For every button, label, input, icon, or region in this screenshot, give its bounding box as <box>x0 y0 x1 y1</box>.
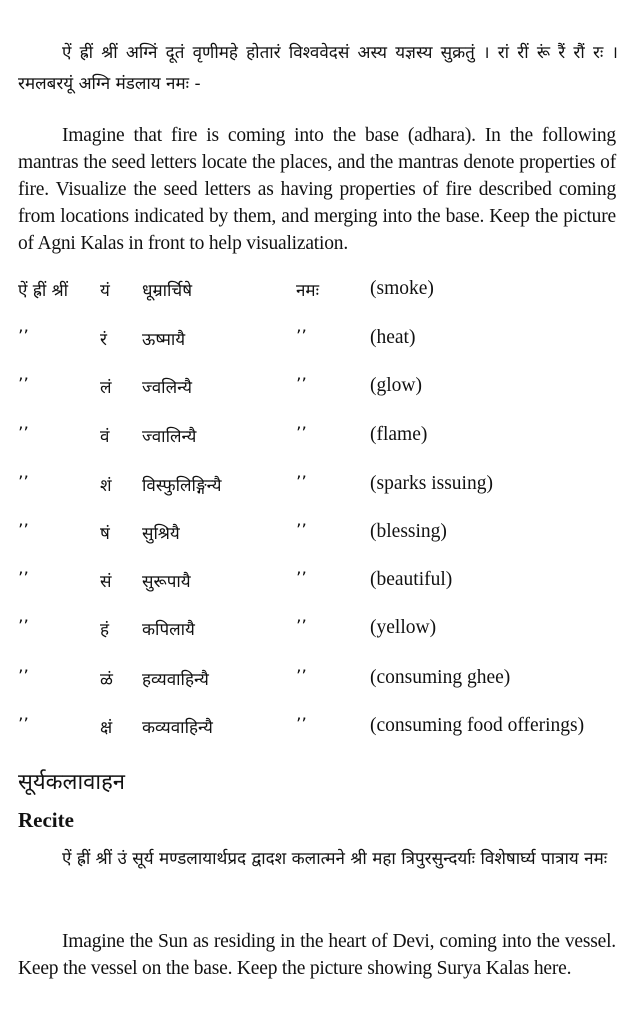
agni-instruction-paragraph: Imagine that fire is coming into the base (adhara). In the following mantras the seed letters locate the places, and the mantras denote properties of fire. Visualize the seed letters as having properties of fire described coming from locations indicated by them, and merging into the base. Keep the picture of Agni Kalas in front to help visualization. <box>18 125 616 254</box>
kala-seed: रं <box>100 330 107 350</box>
kala-namah: ’’ <box>296 569 307 589</box>
kala-seed: लं <box>100 378 112 398</box>
kala-row <box>0 715 630 745</box>
kala-meaning: (smoke) <box>370 278 434 299</box>
kala-namah: ’’ <box>296 473 307 493</box>
kala-prefix: ’’ <box>18 667 29 687</box>
kala-name: हव्यवाहिन्यै <box>142 670 209 690</box>
kala-prefix: ’’ <box>18 327 29 347</box>
kala-name: कव्यवाहिन्यै <box>142 718 213 738</box>
kala-row <box>0 278 630 308</box>
kala-namah: ’’ <box>296 424 307 444</box>
kala-namah: ’’ <box>296 617 307 637</box>
kala-name: ज्वालिन्यै <box>142 427 197 447</box>
kala-namah: ’’ <box>296 521 307 541</box>
kala-prefix: ऐं ह्रीं श्रीं <box>18 281 69 301</box>
kala-prefix: ’’ <box>18 521 29 541</box>
kala-name: धूम्रार्चिषे <box>142 281 193 301</box>
kala-meaning: (consuming food offerings) <box>370 715 585 736</box>
kala-namah: ’’ <box>296 667 307 687</box>
kala-row <box>0 617 630 647</box>
kala-row <box>0 424 630 454</box>
kala-seed: ळं <box>100 670 113 690</box>
kala-meaning: (flame) <box>370 424 428 445</box>
surya-instruction-paragraph: Imagine the Sun as residing in the heart of Devi, coming into the vessel. Keep the vessel on the base. Keep the picture showing Surya Kalas here. <box>18 931 616 979</box>
kala-seed: शं <box>100 476 112 496</box>
kala-prefix: ’’ <box>18 569 29 589</box>
recite-label: Recite <box>18 808 74 832</box>
kala-prefix: ’’ <box>18 617 29 637</box>
kala-name: ज्वलिन्यै <box>142 378 192 398</box>
surya-mantra: ऐं ह्रीं श्रीं उं सूर्य मण्डलायार्थप्रद द्वादश कलात्मने श्री महा त्रिपुरसुन्दर्याः विशेषार्घ्य पात्राय नमः <box>62 849 608 869</box>
kala-name: सुश्रियै <box>142 524 180 544</box>
kala-name: विस्फुलिङ्गिन्यै <box>142 476 222 496</box>
kala-meaning: (yellow) <box>370 617 437 638</box>
section-heading: सूर्यकलावाहन <box>18 770 125 795</box>
kala-seed: हं <box>100 620 110 640</box>
kala-row <box>0 521 630 551</box>
kala-meaning: (consuming ghee) <box>370 667 511 688</box>
kala-row <box>0 569 630 599</box>
kala-seed: क्षं <box>100 718 113 738</box>
kala-meaning: (heat) <box>370 327 416 348</box>
kala-meaning: (beautiful) <box>370 569 453 590</box>
kala-name: ऊष्मायै <box>142 330 186 350</box>
kala-prefix: ’’ <box>18 715 29 735</box>
kala-prefix: ’’ <box>18 424 29 444</box>
agni-mantra: ऐं ह्रीं श्रीं अग्निं दूतं वृणीमहे होतारं विश्ववेदसं अस्य यज्ञस्य सुक्रतुं । रां रीं रूं रैं रौं रः । रमलबरयूं अग्नि मंडलाय नमः - <box>18 43 618 94</box>
kala-meaning: (sparks issuing) <box>370 473 493 494</box>
kala-row <box>0 375 630 405</box>
kala-namah: ’’ <box>296 715 307 735</box>
kala-name: सुरूपायै <box>142 572 191 592</box>
kala-meaning: (blessing) <box>370 521 447 542</box>
kala-row <box>0 473 630 503</box>
kala-namah: नमः <box>296 281 320 301</box>
kala-prefix: ’’ <box>18 375 29 395</box>
kala-name: कपिलायै <box>142 620 195 640</box>
kala-namah: ’’ <box>296 375 307 395</box>
kala-prefix: ’’ <box>18 473 29 493</box>
kala-seed: यं <box>100 281 110 301</box>
kala-meaning: (glow) <box>370 375 422 396</box>
kala-seed: सं <box>100 572 112 592</box>
kala-seed: षं <box>100 524 110 544</box>
kala-seed: वं <box>100 427 110 447</box>
kala-row <box>0 327 630 357</box>
kala-namah: ’’ <box>296 327 307 347</box>
kala-row <box>0 667 630 697</box>
